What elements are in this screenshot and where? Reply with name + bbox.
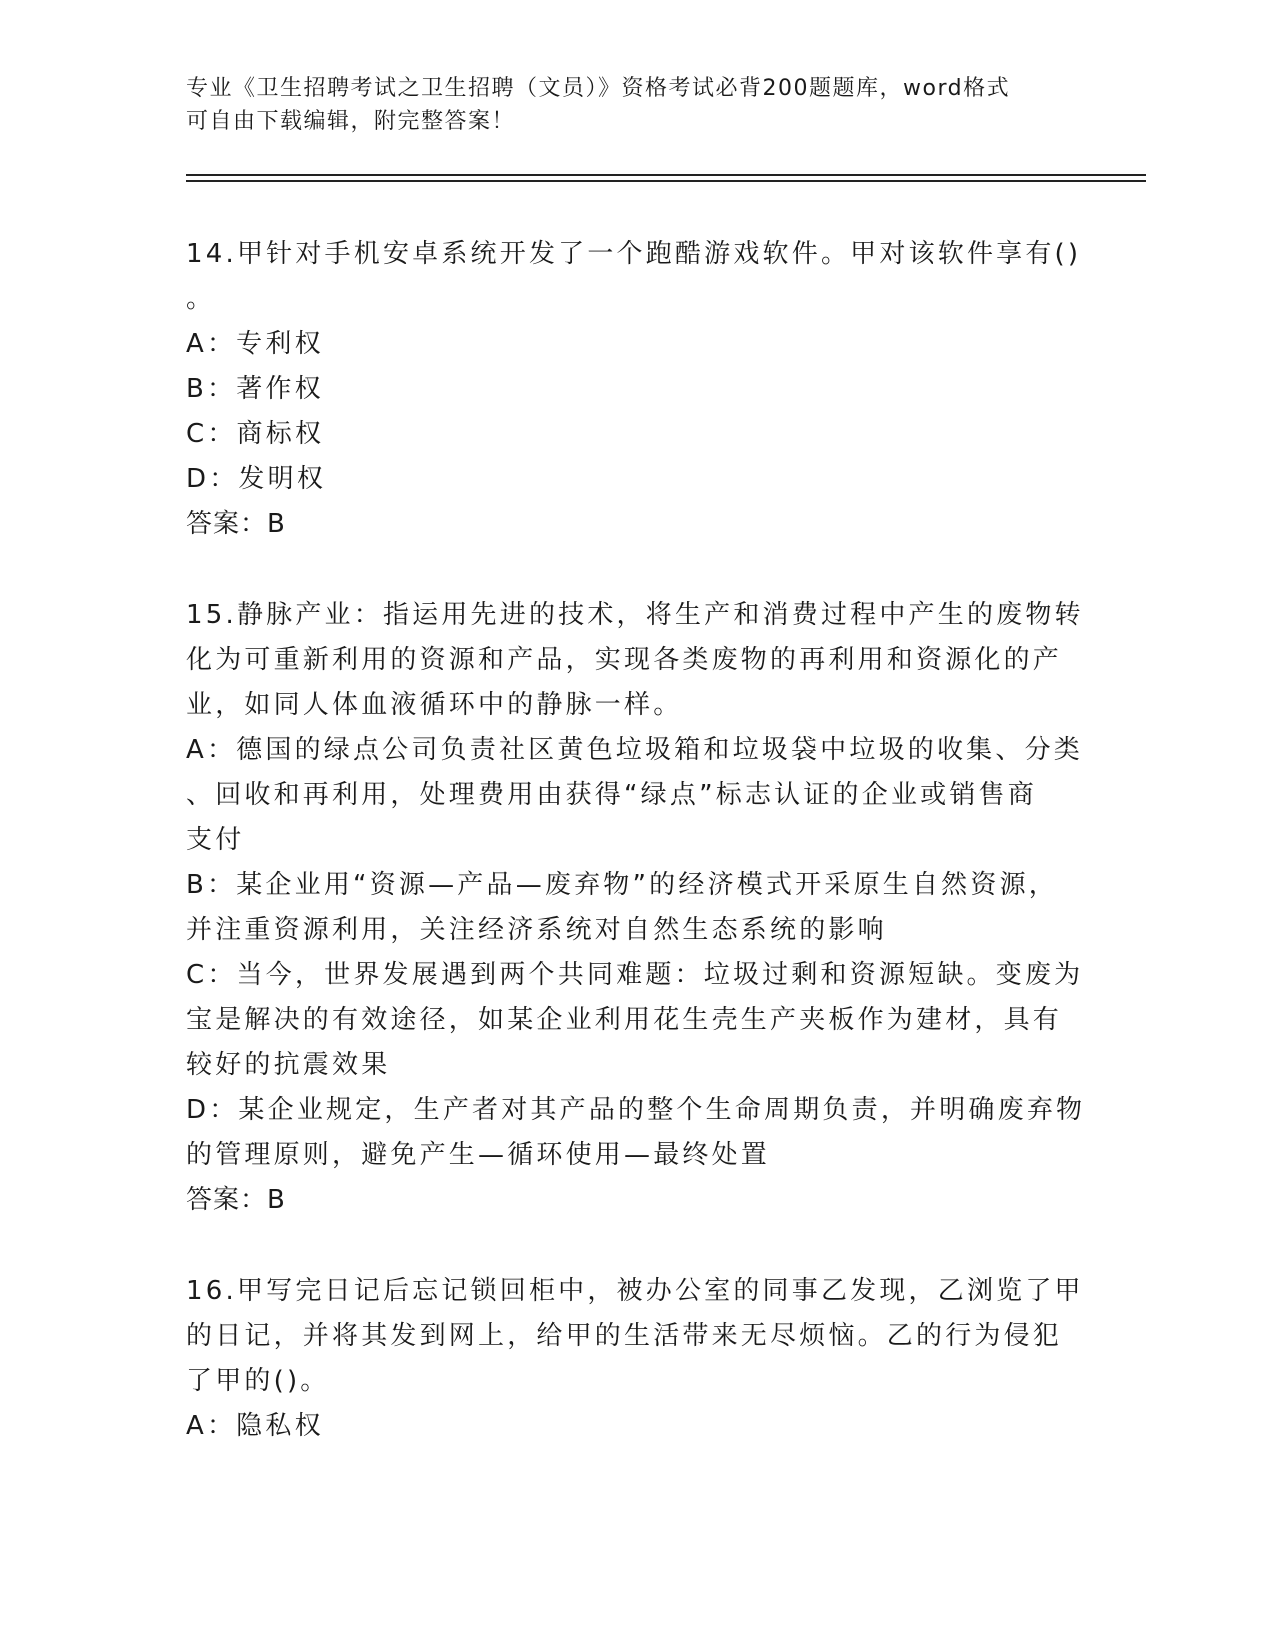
answer-option-line: 支付	[186, 825, 245, 855]
answer-option-line: B：著作权	[186, 374, 324, 404]
question-stem-line: 16.甲写完日记后忘记锁回柜中，被办公室的同事乙发现，乙浏览了甲	[186, 1276, 1084, 1306]
answer-option-line: 的管理原则，避免产生—循环使用—最终处置	[186, 1140, 771, 1170]
answer-option	[186, 953, 1084, 1088]
question-stem-line: 15.静脉产业：指运用先进的技术，将生产和消费过程中产生的废物转	[186, 600, 1084, 630]
question-stem-line: 14.甲针对手机安卓系统开发了一个跑酷游戏软件。甲对该软件享有()	[186, 239, 1082, 269]
answer-option	[186, 322, 1066, 367]
answer-option-line: A：专利权	[186, 329, 324, 359]
question-stem	[186, 1269, 1084, 1404]
answer-option-line: B：某企业用“资源—产品—废弃物”的经济模式开采原生自然资源，	[186, 870, 1058, 900]
answer-option	[186, 412, 1066, 457]
answer-key: 答案：B	[186, 1185, 286, 1215]
question-stem	[186, 593, 1084, 728]
answer-option-line: 较好的抗震效果	[186, 1050, 391, 1080]
question-block	[186, 1269, 1084, 1449]
question-list	[186, 232, 1086, 1495]
question-block	[186, 232, 1082, 547]
header-line-2: 可自由下载编辑，附完整答案！	[186, 109, 516, 134]
answer-option	[186, 1404, 1066, 1449]
answer-option-line: C：当今，世界发展遇到两个共同难题：垃圾过剩和资源短缺。变废为	[186, 960, 1084, 990]
question-block	[186, 593, 1086, 1223]
answer-option	[186, 863, 1066, 953]
answer-option-line: D：某企业规定，生产者对其产品的整个生命周期负责，并明确废弃物	[186, 1095, 1086, 1125]
question-stem-line: 业，如同人体血液循环中的静脉一样。	[186, 690, 683, 720]
answer-option-line: D：发明权	[186, 464, 327, 494]
question-stem-line: 。	[186, 284, 216, 314]
answer-option	[186, 728, 1083, 863]
answer-option	[186, 457, 1066, 502]
header-line-1: 专业《卫生招聘考试之卫生招聘（文员）》资格考试必背200题题库，word格式	[186, 76, 1011, 101]
header-divider-top	[186, 174, 1146, 176]
answer-option-line: 、回收和再利用，处理费用由获得“绿点”标志认证的企业或销售商	[186, 780, 1037, 810]
question-stem-line: 化为可重新利用的资源和产品，实现各类废物的再利用和资源化的产	[186, 645, 1063, 675]
answer-option-line: A：隐私权	[186, 1411, 324, 1441]
answer-option-line: A：德国的绿点公司负责社区黄色垃圾箱和垃圾袋中垃圾的收集、分类	[186, 735, 1083, 765]
header-divider-bottom	[186, 180, 1146, 182]
answer-option	[186, 1088, 1086, 1178]
answer-option-line: 宝是解决的有效途径，如某企业利用花生壳生产夹板作为建材，具有	[186, 1005, 1063, 1035]
answer-option	[186, 367, 1066, 412]
answer-option-line: C：商标权	[186, 419, 325, 449]
answer-key: 答案：B	[186, 509, 286, 539]
answer-option-line: 并注重资源利用，关注经济系统对自然生态系统的影响	[186, 915, 887, 945]
question-stem	[186, 232, 1082, 322]
question-stem-line: 的日记，并将其发到网上，给甲的生活带来无尽烦恼。乙的行为侵犯	[186, 1321, 1063, 1351]
document-header	[186, 72, 1066, 138]
question-stem-line: 了甲的()。	[186, 1366, 330, 1396]
